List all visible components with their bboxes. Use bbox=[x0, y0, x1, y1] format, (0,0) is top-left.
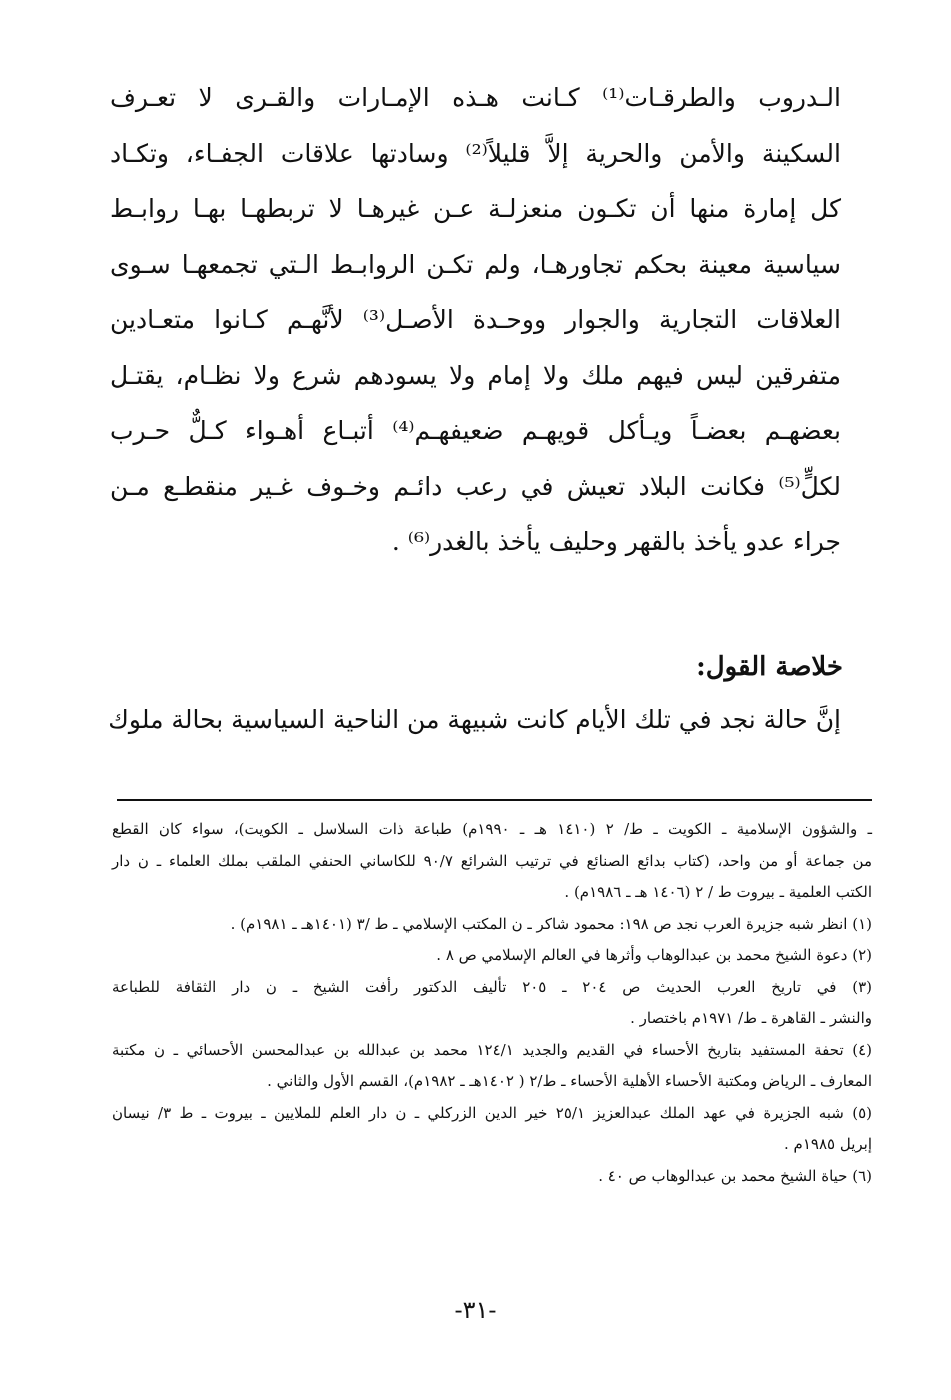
body-line: العلاقات التجارية والجوار ووحـدة الأصـل⁽³⁾ لأنَّهـم كـانوا متعـادين bbox=[110, 305, 841, 334]
footnote-line: الكتب العلمية ـ بيروت ط / ٢ (١٤٠٦ هـ ـ ١٩٨٦م) . bbox=[564, 883, 872, 901]
section-heading: خلاصة القول: bbox=[696, 652, 843, 682]
body-paragraph bbox=[110, 70, 841, 570]
footnotes bbox=[112, 814, 872, 1192]
footnote-separator bbox=[117, 799, 872, 801]
footnote-line: المعارف ـ الرياض ومكتبة الأحساء الأهلية الأحساء ـ ط/٢ ( ١٤٠٢هـ ـ ١٩٨٢م)، القسم الأول والثاني . bbox=[267, 1072, 872, 1090]
footnote-line: (٥) شبه الجزيرة في عهد الملك عبدالعزيز ٢٥/١ خير الدين الزركلي ـ ن دار العلم للملايين ـ بيروت ـ ط ٣/ نيسان bbox=[112, 1103, 872, 1122]
body-line: لكلٍّ⁽⁵⁾ فكانت البلاد تعيش في رعب دائـم وخـوف غـير منقطـع مـن bbox=[110, 471, 841, 501]
footnote-line: (٤) تحفة المستفيد بتاريخ الأحساء في القديم والجديد ١٢٤/١ محمد بن عبدالله بن عبدالمحسن الأحسائي ـ ن مكتبة bbox=[112, 1040, 872, 1059]
body-line: بعضهـم بعضـاً ويـأكل قويهـم ضعيفهـم⁽⁴⁾ أتبـاع أهـواء كـلٌّ حـرب bbox=[110, 416, 841, 445]
body-line: كل إمارة منها أن تكـون منعزلـة عـن غيرهـا لا تربطهـا بهـا روابـط bbox=[110, 194, 841, 223]
footnote-line: ـ والشؤون الإسلامية ـ الكويت ـ ط/ ٢ (١٤١٠ هـ ـ ١٩٩٠م) طباعة ذات السلاسل ـ الكويت)، سواء كان القطع bbox=[112, 820, 873, 838]
body-line: متفرقين ليس فيهم ملك ولا إمام ولا يسودهم شرع ولا نظـام، يقتـل bbox=[110, 360, 841, 390]
body-line: سياسية معينة بحكم تجاورهـا، ولم تكـن الروابـط الـتي تجمعهـا سـوى bbox=[110, 249, 841, 279]
footnote-line: (٢) دعوة الشيخ محمد بن عبدالوهاب وأثرها في العالم الإسلامي ص ٨ . bbox=[436, 946, 872, 964]
footnote-line: (٦) حياة الشيخ محمد بن عبدالوهاب ص ٤٠ . bbox=[598, 1166, 872, 1185]
footnote-line: والنشر ـ القاهرة ـ ط/ ١٩٧١م باختصار . bbox=[630, 1009, 872, 1027]
footnote-line: (١) انظر شبه جزيرة العرب نجد ص ١٩٨: محمود شاكر ـ ن المكتب الإسلامي ـ ط /٣ (١٤٠١هـ ـ ١٩٨١م) . bbox=[230, 914, 872, 933]
conclusion-line: إنَّ حالة نجد في تلك الأيام كانت شبيهة من الناحية السياسية بحالة ملوك bbox=[108, 705, 841, 734]
footnote-line: من جماعة أو من واحد، (كتاب بدائع الصنائع في ترتيب الشرائع ٩٠/٧ للكاساني الحنفي الملقب بملك العلماء ـ ن دار bbox=[112, 851, 872, 870]
page-number: -٣١- bbox=[454, 1296, 497, 1324]
body-line: جراء عدو يأخذ بالقهر وحليف يأخذ بالغدر⁽⁶⁾ . bbox=[391, 527, 841, 556]
footnote-line: إبريل ١٩٨٥م . bbox=[784, 1135, 872, 1153]
footnote-line: (٣) في تاريخ العرب الحديث ص ٢٠٤ ـ ٢٠٥ تأليف الدكتور رأفت الشيخ ـ ن دار الثقافة للطباعة bbox=[112, 977, 873, 996]
body-line: الـدروب والطرقـات⁽¹⁾ كـانت هـذه الإمـارات والقـرى لا تعـرف bbox=[110, 83, 841, 112]
body-line: السكينة والأمن والحرية إلاَّ قليلاً⁽²⁾ وسادتها علاقات الجفـاء، وتكـاد bbox=[110, 138, 841, 168]
